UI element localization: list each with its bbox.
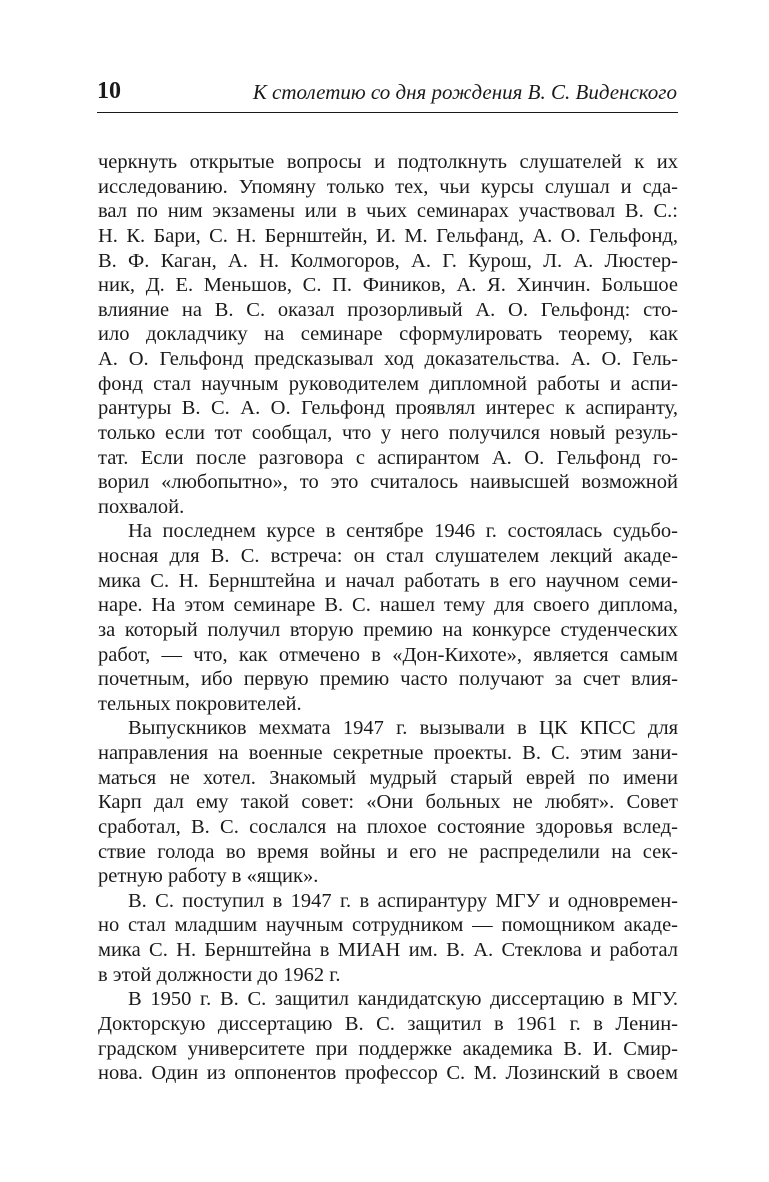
text-line: почетным, ибо первую премию часто получают за счет влия- xyxy=(98,668,678,691)
text-line: носная для В. С. встреча: он стал слушателем лекций акаде- xyxy=(98,545,678,567)
text-line: На последнем курсе в сентябре 1946 г. состоялась судьбо- xyxy=(128,520,678,543)
text-line: ворил «любопытно», то это считалось наивысшей возможной xyxy=(98,471,678,494)
text-line: за который получил вторую премию на конкурсе студенческих xyxy=(98,618,678,641)
text-line: вал по ним экзамены или в чьих семинарах участвовал В. С.: xyxy=(98,200,678,223)
text-line: черкнуть открытые вопросы и подтолкнуть слушателей к их xyxy=(98,151,678,173)
page-header xyxy=(97,72,677,112)
text-line: ствие голода во время войны и его не распределили на сек- xyxy=(98,840,678,863)
text-line: ретную работу в «ящик». xyxy=(98,865,319,888)
text-line: похвалой. xyxy=(98,495,185,518)
page-number: 10 xyxy=(97,78,121,104)
text-line: работ, — что, как отмечено в «Дон-Кихоте», является самым xyxy=(98,643,678,666)
text-line: А. О. Гельфонд предсказывал ход доказательства. А. О. Гель- xyxy=(98,348,678,370)
running-title: К столетию со дня рождения В. С. Виденского xyxy=(252,80,677,104)
text-line: сработал, В. С. сослался на плохое состояние здоровья вслед- xyxy=(98,815,678,838)
text-line: исследованию. Упомяну только тех, чьи курсы слушал и сда- xyxy=(98,175,678,198)
text-line: наре. На этом семинаре В. С. нашел тему для своего диплома, xyxy=(98,594,678,617)
text-line: рантуры В. С. А. О. Гельфонд проявлял интерес к аспиранту, xyxy=(98,397,678,420)
text-line: мика С. Н. Бернштейна и начал работать в его научном семи- xyxy=(98,569,678,592)
text-line: градском университете при поддержке академика В. И. Смир- xyxy=(98,1037,678,1060)
text-line: нова. Один из оппонентов профессор С. М. Лозинский в своем xyxy=(98,1062,678,1085)
text-line: влияние на В. С. оказал прозорливый А. О. Гельфонд: сто- xyxy=(98,298,678,321)
text-line: В 1950 г. В. С. защитил кандидатскую диссертацию в МГУ. xyxy=(128,988,678,1011)
body-text xyxy=(98,150,678,1086)
text-line: маться не хотел. Знакомый мудрый старый еврей по имени xyxy=(98,766,678,789)
text-line: ило докладчику на семинаре сформулировать теорему, как xyxy=(98,323,678,346)
text-line: Н. К. Бари, С. Н. Бернштейн, И. М. Гельфанд, А. О. Гельфонд, xyxy=(98,224,678,247)
text-line: фонд стал научным руководителем дипломной работы и аспи- xyxy=(98,372,678,395)
text-line: тельных покровителей. xyxy=(98,692,302,715)
text-line: Докторскую диссертацию В. С. защитил в 1961 г. в Ленин- xyxy=(98,1012,678,1035)
text-line: В. С. поступил в 1947 г. в аспирантуру МГУ и одновремен- xyxy=(128,889,678,912)
text-line: Выпускников мехмата 1947 г. вызывали в ЦК КПСС для xyxy=(128,717,678,740)
text-line: ник, Д. Е. Меньшов, С. П. Фиников, А. Я. Хинчин. Большое xyxy=(98,274,678,297)
text-line: только если тот сообщал, что у него получился новый резуль- xyxy=(98,421,678,444)
text-line: направления на военные секретные проекты. В. С. этим зани- xyxy=(98,742,678,764)
text-line: В. Ф. Каган, А. Н. Колмогоров, А. Г. Курош, Л. А. Люстер- xyxy=(98,249,678,272)
header-divider xyxy=(97,112,678,113)
text-line: тат. Если после разговора с аспирантом А. О. Гельфонд го- xyxy=(98,446,678,469)
text-line: Карп дал ему такой совет: «Они больных не любят». Совет xyxy=(98,791,678,814)
text-line: но стал младшим научным сотрудником — помощником акаде- xyxy=(98,914,678,937)
text-line: мика С. Н. Бернштейна в МИАН им. В. А. Стеклова и работал xyxy=(98,939,678,961)
text-line: в этой должности до 1962 г. xyxy=(98,963,341,986)
